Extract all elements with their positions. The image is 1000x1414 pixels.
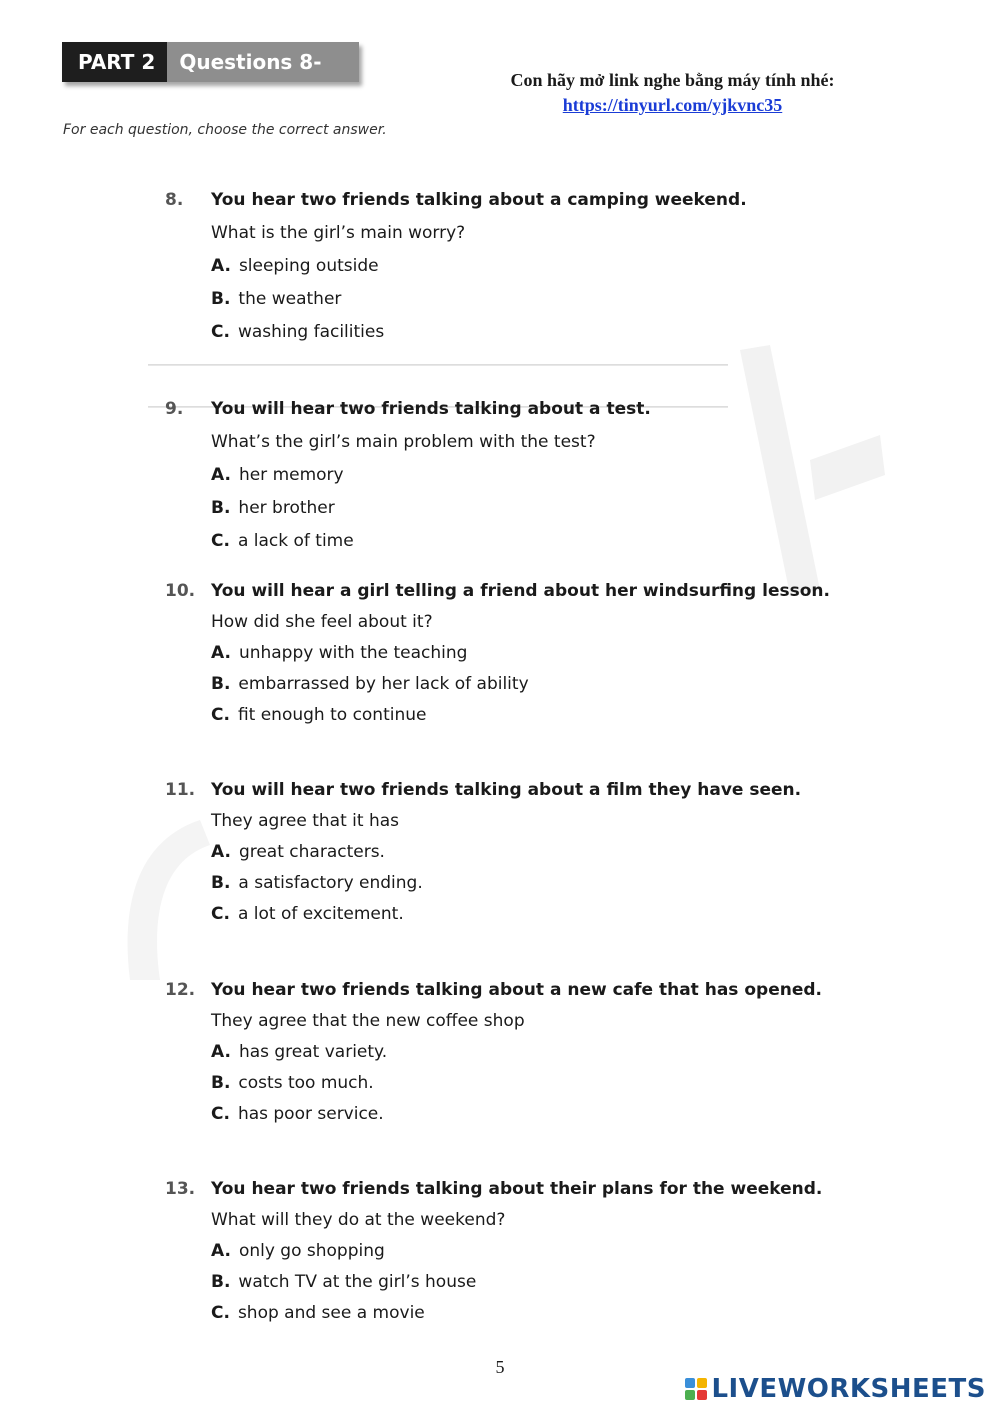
liveworksheets-logo <box>685 1374 986 1404</box>
option-a[interactable]: A. her memory <box>211 465 344 485</box>
option-a[interactable]: A. sleeping outside <box>211 256 379 276</box>
part-label: PART 2 <box>62 42 167 82</box>
question-stem: How did she feel about it? <box>211 612 433 632</box>
listening-link[interactable]: https://tinyurl.com/yjkvnc35 <box>562 95 783 115</box>
brand-name: LIVEWORKSHEETS <box>711 1374 986 1404</box>
divider <box>148 364 728 366</box>
logo-grid-icon <box>685 1378 707 1400</box>
question-number: 10. <box>165 581 196 601</box>
option-a[interactable]: A. only go shopping <box>211 1241 385 1261</box>
instruction-text: For each question, choose the correct answer. <box>63 122 387 138</box>
option-c[interactable]: C. fit enough to continue <box>211 705 427 725</box>
question-12 <box>165 980 822 1124</box>
question-number: 9. <box>165 399 184 419</box>
option-c[interactable]: C. washing facilities <box>211 322 385 342</box>
option-a[interactable]: A. unhappy with the teaching <box>211 643 468 663</box>
question-number: 13. <box>165 1179 196 1199</box>
questions-range: Questions 8-13 <box>167 42 359 82</box>
page-number: 5 <box>495 1357 505 1377</box>
question-10 <box>165 581 830 725</box>
question-number: 8. <box>165 190 184 210</box>
question-title: You will hear two friends talking about a test. <box>211 399 651 419</box>
question-title: You hear two friends talking about a camping weekend. <box>211 190 747 210</box>
question-11 <box>165 780 801 924</box>
option-a[interactable]: A. has great variety. <box>211 1042 388 1062</box>
option-b[interactable]: B. a satisfactory ending. <box>211 873 423 893</box>
part-header-bar <box>62 42 359 114</box>
link-note-text: Con hãy mở link nghe bằng máy tính nhé: <box>510 70 835 90</box>
option-b[interactable]: B. her brother <box>211 498 335 518</box>
option-c[interactable]: C. a lack of time <box>211 531 354 551</box>
option-a[interactable]: A. great characters. <box>211 842 385 862</box>
question-title: You hear two friends talking about their plans for the weekend. <box>211 1179 823 1199</box>
question-stem: What will they do at the weekend? <box>211 1210 506 1230</box>
question-stem: What is the girl’s main worry? <box>211 223 466 243</box>
listening-link-note <box>480 68 865 118</box>
question-8 <box>165 190 747 342</box>
question-stem: They agree that it has <box>211 811 399 831</box>
option-b[interactable]: B. the weather <box>211 289 342 309</box>
question-title: You hear two friends talking about a new cafe that has opened. <box>211 980 822 1000</box>
question-stem: They agree that the new coffee shop <box>211 1011 525 1031</box>
option-c[interactable]: C. a lot of excitement. <box>211 904 404 924</box>
question-number: 12. <box>165 980 196 1000</box>
question-9 <box>165 399 651 551</box>
question-title: You will hear two friends talking about a film they have seen. <box>211 780 802 800</box>
option-c[interactable]: C. shop and see a movie <box>211 1303 425 1323</box>
option-b[interactable]: B. embarrassed by her lack of ability <box>211 674 529 694</box>
question-stem: What’s the girl’s main problem with the test? <box>211 432 596 452</box>
option-c[interactable]: C. has poor service. <box>211 1104 384 1124</box>
question-13 <box>165 1179 822 1323</box>
watermark-graphic <box>700 340 900 600</box>
option-b[interactable]: B. costs too much. <box>211 1073 374 1093</box>
option-b[interactable]: B. watch TV at the girl’s house <box>211 1272 477 1292</box>
question-title: You will hear a girl telling a friend about her windsurfing lesson. <box>211 581 830 601</box>
question-number: 11. <box>165 780 196 800</box>
